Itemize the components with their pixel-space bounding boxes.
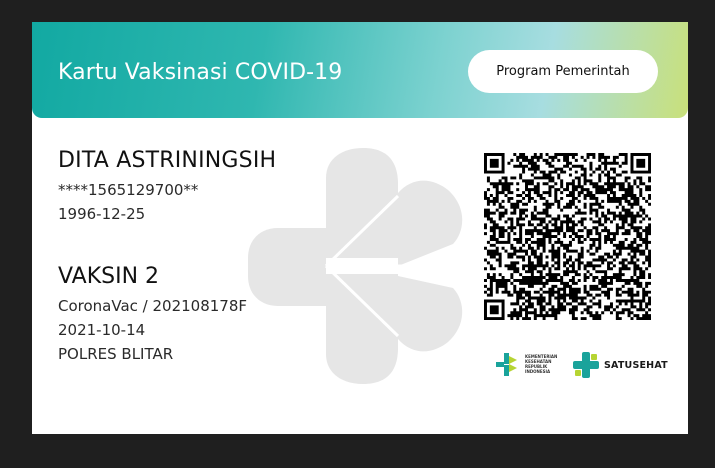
- birth-date: 1996-12-25: [58, 205, 146, 223]
- kemenkes-logo: [494, 350, 565, 378]
- kemenkes-icon: [494, 350, 522, 378]
- vaccine-dose: VAKSIN 2: [58, 264, 160, 289]
- vaccine-product-batch: CoronaVac / 202108178F: [58, 297, 248, 315]
- kemenkes-label: KEMENTERIAN KESEHATAN REPUBLIK INDONESIA: [525, 354, 558, 374]
- vaccine-location: POLRES BLITAR: [58, 345, 174, 363]
- vaccine-date: 2021-10-14: [58, 321, 146, 339]
- satusehat-label: SATUSEHAT: [604, 359, 668, 371]
- watermark-logo: [248, 148, 468, 384]
- satusehat-logo: [572, 351, 668, 379]
- qr-code[interactable]: [484, 153, 651, 320]
- person-nik: ****1565129700**: [58, 181, 199, 199]
- vaccination-card: [32, 22, 688, 434]
- card-header: [32, 22, 688, 118]
- satusehat-icon: [572, 351, 600, 379]
- card-title: Kartu Vaksinasi COVID-19: [58, 60, 343, 85]
- program-badge: Program Pemerintah: [468, 50, 658, 93]
- person-name: DITA ASTRININGSIH: [58, 148, 277, 173]
